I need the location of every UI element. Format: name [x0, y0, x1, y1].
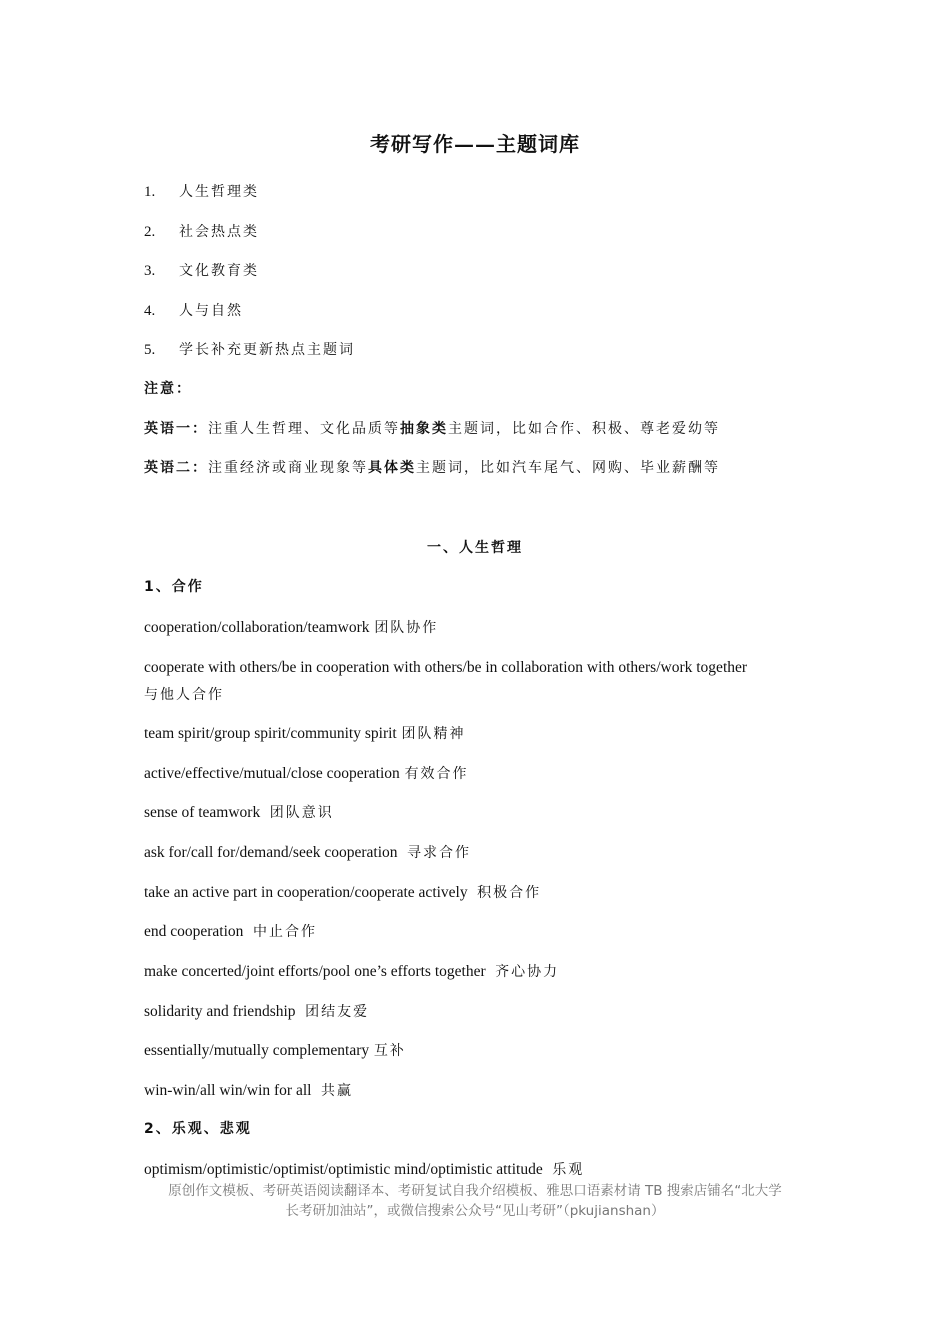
toc-label: 文化教育类 — [179, 263, 259, 279]
vocab-chinese: 团队协作 — [374, 620, 439, 636]
toc-item — [144, 339, 355, 360]
vocab-english: make concerted/joint efforts/pool one’s efforts together — [144, 963, 486, 980]
toc-number: 3. — [144, 263, 156, 279]
toc-item — [144, 181, 259, 202]
footer-line: 长考研加油站”，或微信搜索公众号“见山考研”（pkujianshan） — [285, 1203, 665, 1219]
vocab-entry — [144, 1080, 353, 1101]
toc-item — [144, 221, 259, 242]
note-english-two — [144, 458, 720, 478]
vocab-chinese: 共赢 — [321, 1083, 354, 1099]
vocab-english: ask for/call for/demand/seek cooperation — [144, 844, 398, 861]
vocab-entry — [144, 1159, 584, 1180]
vocab-chinese: 齐心协力 — [495, 964, 560, 980]
vocab-chinese: 积极合作 — [477, 885, 542, 901]
note-text: 主题词，比如汽车尾气、网购、毕业薪酬等 — [416, 460, 720, 476]
vocab-entry — [144, 763, 469, 784]
vocab-entry — [144, 617, 438, 638]
vocab-english: sense of teamwork — [144, 804, 261, 821]
subsection-heading: 1、合作 — [144, 579, 204, 595]
subsection-heading: 2、乐观、悲观 — [144, 1121, 252, 1137]
note-text: 注重经济或商业现象等 — [208, 460, 368, 476]
vocab-entry — [144, 1040, 406, 1061]
note-emphasis: 抽象类 — [400, 421, 448, 437]
note-heading: 注意： — [144, 381, 192, 397]
vocab-entry — [144, 723, 466, 744]
vocab-chinese: 与他人合作 — [144, 687, 224, 703]
vocab-english: take an active part in cooperation/cooperate actively — [144, 884, 468, 901]
toc-label: 人与自然 — [179, 303, 243, 319]
vocab-english: solidarity and friendship — [144, 1003, 296, 1020]
toc-label: 社会热点类 — [179, 224, 259, 240]
note-english-one — [144, 419, 720, 439]
vocab-entry — [144, 961, 559, 982]
vocab-english: optimism/optimistic/optimist/optimistic mind/optimistic attitude — [144, 1161, 543, 1178]
page-title: 考研写作——主题词库 — [370, 132, 580, 156]
vocab-chinese: 团队意识 — [269, 805, 334, 821]
toc-number: 2. — [144, 224, 156, 240]
toc-item — [144, 300, 243, 321]
toc-number: 5. — [144, 342, 156, 358]
section-title: 一、人生哲理 — [427, 540, 523, 556]
vocab-chinese: 乐观 — [552, 1162, 585, 1178]
vocab-chinese: 团队精神 — [401, 726, 466, 742]
vocab-english: end cooperation — [144, 923, 244, 940]
vocab-chinese: 团结友爱 — [305, 1004, 370, 1020]
vocab-chinese: 互补 — [373, 1043, 406, 1059]
vocab-entry — [144, 1001, 369, 1022]
vocab-chinese: 有效合作 — [404, 766, 469, 782]
note-label: 英语二： — [144, 460, 208, 476]
toc-label: 学长补充更新热点主题词 — [179, 342, 355, 358]
footer-watermark — [144, 1181, 806, 1221]
toc-number: 4. — [144, 303, 156, 319]
toc-label: 人生哲理类 — [179, 184, 259, 200]
vocab-english: win-win/all win/win for all — [144, 1082, 312, 1099]
note-text: 主题词，比如合作、积极、尊老爱幼等 — [448, 421, 720, 437]
vocab-english: essentially/mutually complementary — [144, 1042, 370, 1059]
vocab-english: team spirit/group spirit/community spirit — [144, 725, 397, 742]
toc-number: 1. — [144, 184, 156, 200]
vocab-chinese: 中止合作 — [252, 924, 317, 940]
vocab-entry — [144, 654, 810, 708]
vocab-entry — [144, 882, 541, 903]
vocab-entry — [144, 802, 334, 823]
vocab-english: cooperation/collaboration/teamwork — [144, 619, 370, 636]
vocab-english: cooperate with others/be in cooperation with others/be in collaboration with others/work together — [144, 659, 748, 676]
note-text: 注重人生哲理、文化品质等 — [208, 421, 400, 437]
vocab-english: active/effective/mutual/close cooperation — [144, 765, 400, 782]
note-emphasis: 具体类 — [368, 460, 416, 476]
note-label: 英语一： — [144, 421, 208, 437]
vocab-entry — [144, 921, 317, 942]
toc-item — [144, 260, 259, 281]
vocab-entry — [144, 842, 471, 863]
footer-line: 原创作文模板、考研英语阅读翻译本、考研复试自我介绍模板、雅思口语素材请 TB 搜索店铺名“北大学 — [168, 1183, 782, 1199]
vocab-chinese: 寻求合作 — [407, 845, 472, 861]
